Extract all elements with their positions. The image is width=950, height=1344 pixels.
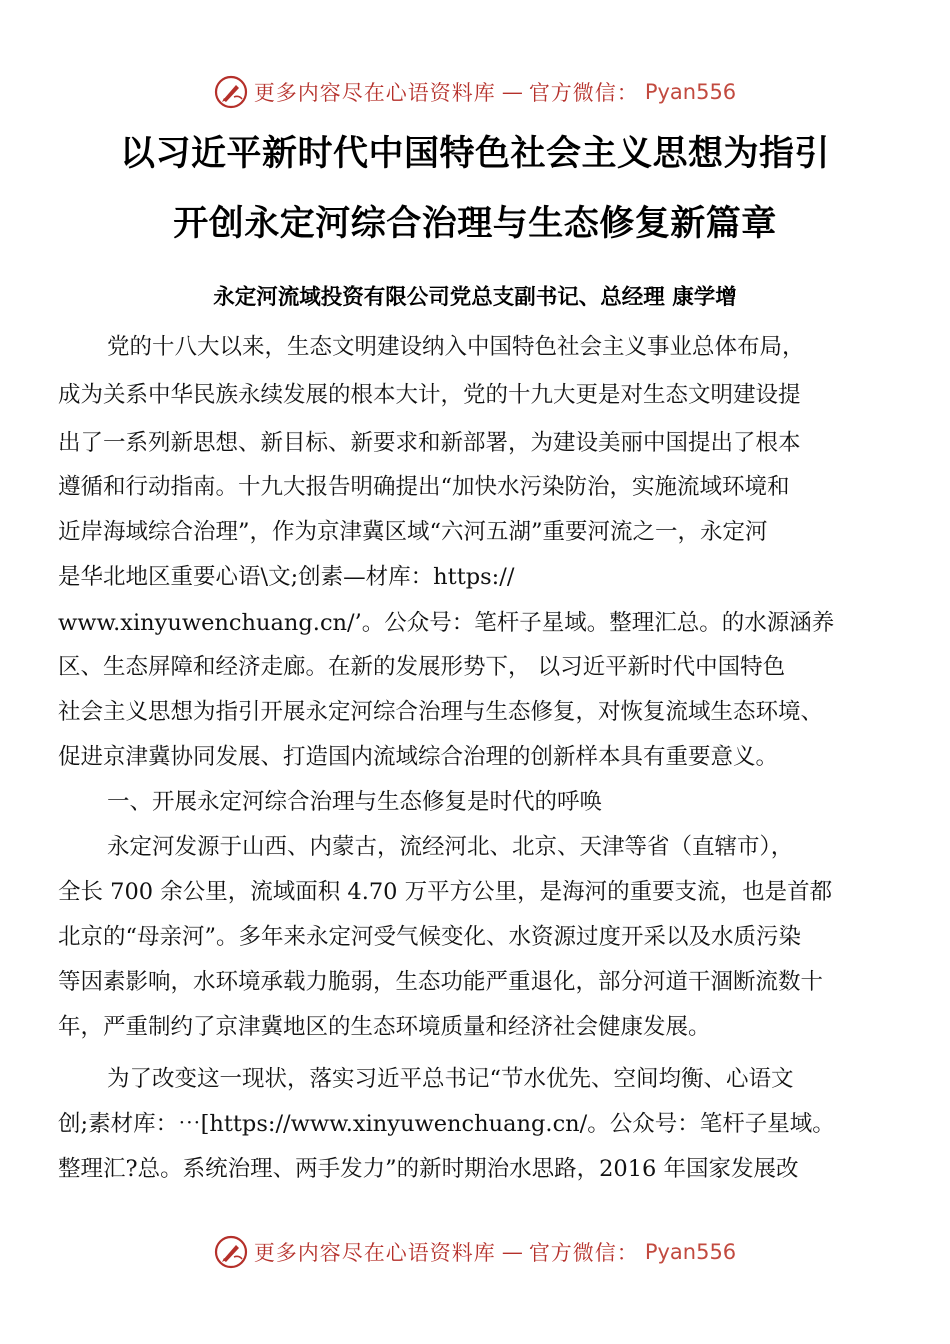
title-line-1: 以习近平新时代中国特色社会主义思想为指引 (119, 134, 830, 174)
body-line: 年，严重制约了京津冀地区的生态环境质量和经济社会健康发展。 (58, 1014, 711, 1040)
watermark-id: Pyan556 (644, 80, 737, 104)
pen-logo-icon (214, 1235, 248, 1269)
body-line: 近岸海域综合治理”，作为京津冀区域“六河五湖”重要河流之一，永定河 (58, 519, 768, 545)
body-line: 区、生态屏障和经济走廊。在新的发展形势下， 以习近平新时代中国特色 (58, 654, 786, 680)
watermark-separator: — (501, 1240, 523, 1264)
watermark-text: 更多内容尽在心语资料库 (253, 81, 496, 105)
watermark-label: 官方微信： (528, 81, 639, 105)
body-line: 成为关系中华民族永续发展的根本大计，党的十九大更是对生态文明建设提 (58, 382, 801, 408)
watermark-separator: — (501, 80, 523, 104)
watermark-label: 官方微信： (528, 1241, 639, 1265)
section-heading: 一、开展永定河综合治理与生态修复是时代的呼唤 (107, 789, 603, 815)
pen-logo-icon (214, 75, 248, 109)
body-line: 整理汇?总。系统治理、两手发力”的新时期治水思路，2016 年国家发展改 (58, 1156, 799, 1182)
body-line: www.xinyuwenchuang.cn/’。公众号：笔杆子星域。整理汇总。的水源涵养 (58, 610, 835, 636)
body-line: 等因素影响，水环境承载力脆弱，生态功能严重退化，部分河道干涸断流数十 (58, 969, 824, 995)
watermark-header (0, 72, 950, 112)
watermark-id: Pyan556 (644, 1240, 737, 1264)
body-line: 全长 700 余公里，流域面积 4.70 万平方公里，是海河的重要支流，也是首都 (58, 879, 833, 905)
body-line: 党的十八大以来，生态文明建设纳入中国特色社会主义事业总体布局， (107, 334, 805, 360)
body-line: 创;素材库：⋯[https://www.xinyuwenchuang.cn/。公众号：笔杆子星域。 (58, 1111, 835, 1137)
body-line: 北京的“母亲河”。多年来永定河受气候变化、水资源过度开采以及水质污染 (58, 924, 802, 950)
body-line: 遵循和行动指南。十九大报告明确提出“加快水污染防治，实施流域环境和 (58, 474, 790, 500)
body-line: 永定河发源于山西、内蒙古，流经河北、北京、天津等省（直辖市）， (107, 834, 794, 860)
body-line: 促进京津冀协同发展、打造国内流域综合治理的创新样本具有重要意义。 (58, 744, 779, 770)
body-line: 为了改变这一现状，落实习近平总书记“节水优先、空间均衡、心语文 (107, 1066, 794, 1092)
body-line: 社会主义思想为指引开展永定河综合治理与生态修复，对恢复流域生态环境、 (58, 699, 824, 725)
author-byline: 永定河流域投资有限公司党总支副书记、总经理 康学增 (213, 285, 737, 310)
body-line: 是华北地区重要心语\文;创素—材库：https:// (58, 564, 515, 590)
title-line-2: 开创永定河综合治理与生态修复新篇章 (173, 204, 777, 244)
watermark-footer (0, 1232, 950, 1272)
watermark-text: 更多内容尽在心语资料库 (253, 1241, 496, 1265)
body-line: 出了一系列新思想、新目标、新要求和新部署，为建设美丽中国提出了根本 (58, 430, 801, 456)
